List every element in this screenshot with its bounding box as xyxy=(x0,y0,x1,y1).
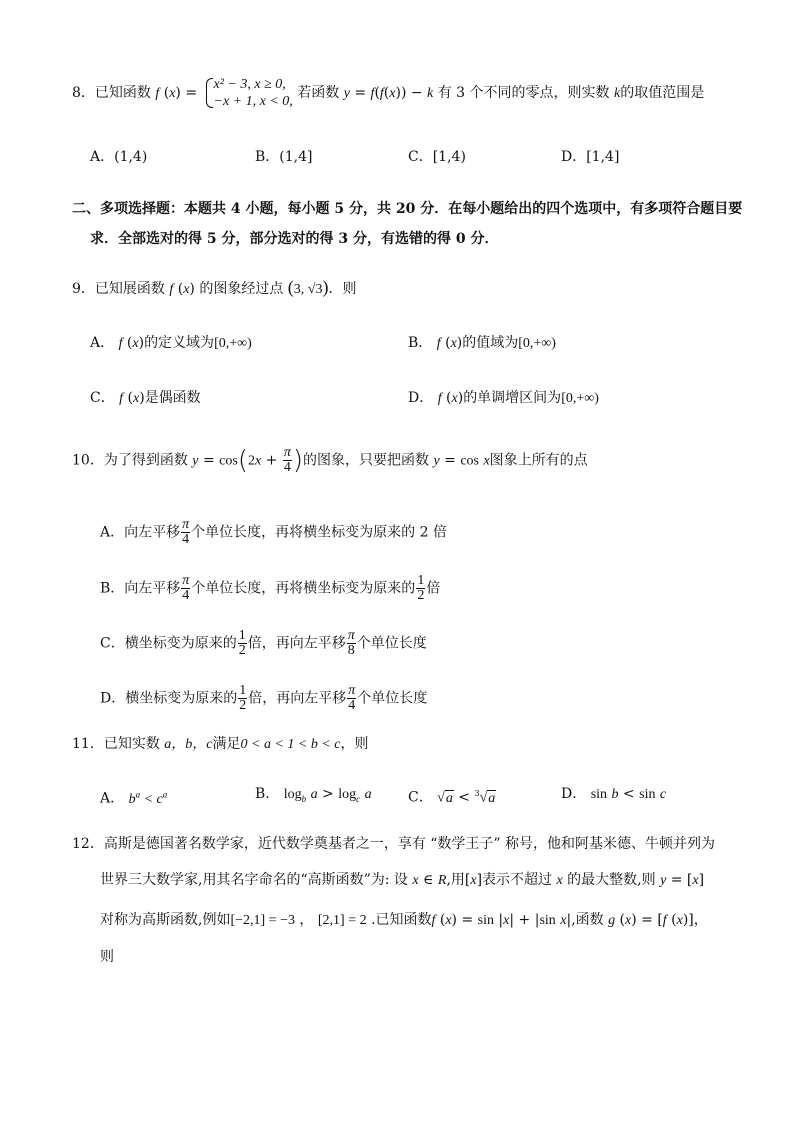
option-8A: A．(1,4) xyxy=(90,149,148,165)
question-12: 12．高斯是德国著名数学家，近代数学奠基者之一，享有 “数学王子” 称号，他和阿基米德、牛顿并列为 xyxy=(72,836,716,852)
section-heading-cont: 求．全部选对的得 5 分，部分选对的得 3 分，有选错的得 0 分． xyxy=(90,231,499,247)
option-8C: C．[1,4) xyxy=(408,149,466,165)
option-11B: B． $\log_b a > \log_c a$ xyxy=(255,786,372,804)
option-10B: B．向左平移 $\frac{\pi}{4}$ 个单位长度，再将横坐标变为原来的 $\frac{1}{2}$ 倍 xyxy=(100,573,441,603)
question-10: 10．为了得到函数 y = cos(2x + $\frac{\pi}{4}$ )的图象，只要把函数 y = cos x图象上所有的点 xyxy=(72,445,588,476)
option-10C: C．横坐标变为原来的 $\frac{1}{2}$ 倍，再向左平移 $\frac{\pi}{8}$ 个单位长度 xyxy=(100,628,427,658)
option-9C: C． f (x)是偶函数 xyxy=(90,390,201,406)
section-heading: 二、多项选择题：本题共 4 小题，每小题 5 分，共 20 分．在每小题给出的四个选项中，有多项符合题目要 xyxy=(72,201,743,217)
option-9A: A． f (x)的定义域为[0,+∞) xyxy=(90,335,252,351)
question-8: 8．已知函数 f (x) = x² − 3, x ≥ 0, −x + 1, x < 0, 若函数 y = f(f(x)) − k 有 3 个不同的零点，则实数 k的取值范围是 xyxy=(72,77,705,109)
question-9: 9．已知展函数 f (x) 的图象经过点 (3, √3)．则 xyxy=(72,277,357,297)
option-11D: D． sin b < sin c xyxy=(561,786,667,802)
option-11A: A． $b^a < c^a$ xyxy=(100,789,168,807)
option-9B: B． f (x)的值域为[0,+∞) xyxy=(408,335,556,351)
option-8B: B．(1,4] xyxy=(255,149,313,165)
option-9D: D． f (x)的单调增区间为[0,+∞) xyxy=(408,390,599,406)
question-number: 8． xyxy=(72,85,95,101)
piecewise-function: x² − 3, x ≥ 0, −x + 1, x < 0, xyxy=(204,76,293,110)
option-11C: C． √a < $^3$√a xyxy=(408,789,496,806)
option-10A: A．向左平移 $\frac{\pi}{4}$ 个单位长度，再将横坐标变为原来的 2 倍 xyxy=(100,517,447,547)
question-12-line2: 世界三大数学家,用其名字命名的“高斯函数”为: 设 x ∈ R,用[x]表示不超过 x 的最大整数,则 y = [x] xyxy=(100,872,705,888)
option-10D: D．横坐标变为原来的 $\frac{1}{2}$ 倍，再向左平移 $\frac{\pi}{4}$ 个单位长度 xyxy=(100,683,428,713)
option-8D: D．[1,4] xyxy=(561,149,620,165)
question-12-line3: 对称为高斯函数,例如[−2,1] = −3 ， [2,1] = 2 .已知函数f (x) = sin |x| + |sin x|,函数 g (x) = [f (x)]， xyxy=(100,912,708,928)
question-11: 11．已知实数 a，b，c满足0 < a < 1 < b < c，则 xyxy=(72,736,369,752)
question-12-line4: 则 xyxy=(100,949,114,965)
